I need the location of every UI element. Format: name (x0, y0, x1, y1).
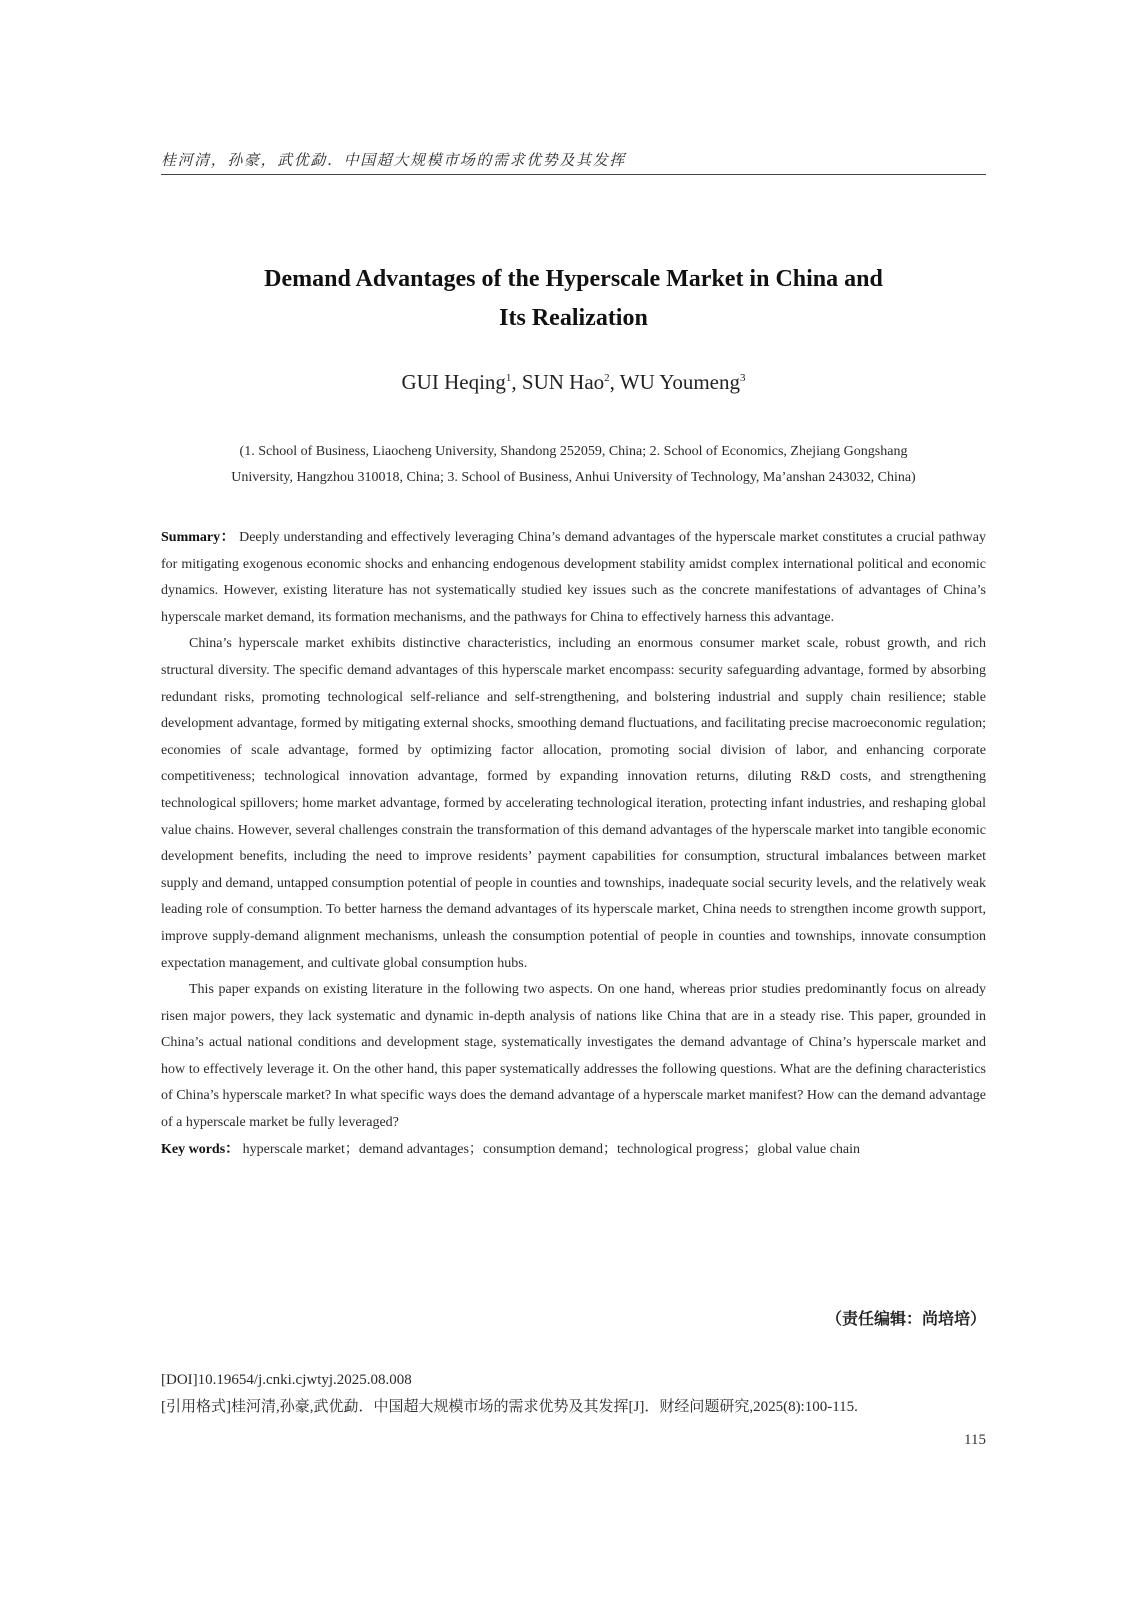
summary-paragraph-1 (161, 525, 986, 631)
author-list: GUI Heqing$^1$, SUN Hao$^2$, WU Youmeng$^3$ (401, 370, 746, 394)
affiliations (161, 439, 986, 491)
keywords (161, 1137, 986, 1164)
author-name: SUN Hao (521, 370, 605, 394)
author-affiliation-mark: 1 (505, 372, 512, 384)
title-line-1: Demand Advantages of the Hyperscale Market in China and (264, 266, 883, 292)
author-affiliation-mark: 2 (604, 372, 610, 384)
doi-line: [DOI]10.19654/j.cnki.cjwtyj.2025.08.008 (161, 1372, 412, 1388)
summary-label: Summary： (161, 530, 236, 545)
summary-paragraph-2: China’s hyperscale market exhibits distinctive characteristics, including an enormous consumer market scale, robust growth, and rich structural diversity. The specific demand advantages of this hyperscale market encompass: security safeguarding advantage, formed by absorbing redundant risks, promoting technological self-reliance and self-strengthening, and bolstering industrial and supply chain resilience; stable development advantage, formed by mitigating external shocks, smoothing demand fluctuations, and facilitating precise macroeconomic regulation; economies of scale advantage, formed by optimizing factor allocation, promoting social division of labor, and enhancing corporate competitiveness; technological innovation advantage, formed by expanding innovation returns, diluting R&D costs, and strengthening technological spillovers; home market advantage, formed by accelerating technological iteration, protecting infant industries, and reshaping global value chains. However, several challenges constrain the transformation of this demand advantages of the hyperscale market into tangible economic development benefits, including the need to improve residents’ payment capabilities for consumption, structural imbalances between market supply and demand, untapped consumption potential of people in counties and townships, inadequate social security levels, and the relatively weak leading role of consumption. To better harness the demand advantages of its hyperscale market, China needs to strengthen income growth support, improve supply-demand alignment mechanisms, unleash the consumption potential of people in counties and townships, innovate consumption expectation management, and cultivate global consumption hubs. (161, 636, 987, 971)
article-identifiers (161, 1367, 986, 1421)
affiliation-line-2: University, Hangzhou 310018, China; 3. School of Business, Anhui University of Technology, Ma’anshan 243032, China) (231, 470, 916, 485)
citation-line: [引用格式]桂河清,孙豪,武优勐．中国超大规模市场的需求优势及其发挥[J]．财经问题研究,2025(8):100-115. (161, 1399, 858, 1415)
responsible-editor: （责任编辑：尚培培） (825, 1309, 986, 1328)
author-affiliation-mark: 3 (739, 372, 746, 384)
running-header: 桂河清，孙豪，武优勐．中国超大规模市场的需求优势及其发挥 (161, 151, 626, 169)
author-name: WU Youmeng (619, 370, 740, 394)
author-name: GUI Heqing (401, 370, 506, 394)
abstract (161, 525, 986, 1163)
affiliation-line-1: (1. School of Business, Liaocheng University, Shandong 252059, China; 2. School of Economics, Zhejiang Gongshang (239, 444, 908, 459)
summary-paragraph-3: This paper expands on existing literature in the following two aspects. On one hand, whereas prior studies predominantly focus on already risen major powers, they lack systematic and dynamic in-depth analysis of nations like China that are in a steady rise. This paper, grounded in China’s actual national conditions and development stage, systematically investigates the demand advantage of China’s hyperscale market and how to effectively leverage it. On the other hand, this paper systematically addresses the following questions. What are the defining characteristics of China’s hyperscale market? In what specific ways does the demand advantage of a hyperscale market manifest? How can the demand advantage of a hyperscale market be fully leveraged? (161, 982, 986, 1131)
title-line-2: Its Realization (499, 305, 648, 331)
paper-title (161, 260, 986, 338)
keywords-text: hyperscale market；demand advantages；consumption demand；technological progress；global value chain (242, 1141, 861, 1157)
keywords-label: Key words： (161, 1141, 240, 1157)
page-number: 115 (964, 1432, 986, 1448)
summary-text-1: Deeply understanding and effectively leveraging China’s demand advantages of the hyperscale market constitutes a crucial pathway for mitigating exogenous economic shocks and enhancing endogenous development stability amidst complex international political and economic dynamics. However, existing literature has not systematically studied key issues such as the concrete manifestations of advantages of China’s hyperscale market demand, its formation mechanisms, and the pathways for China to effectively harness this advantage. (161, 530, 986, 625)
header-rule (161, 174, 986, 175)
